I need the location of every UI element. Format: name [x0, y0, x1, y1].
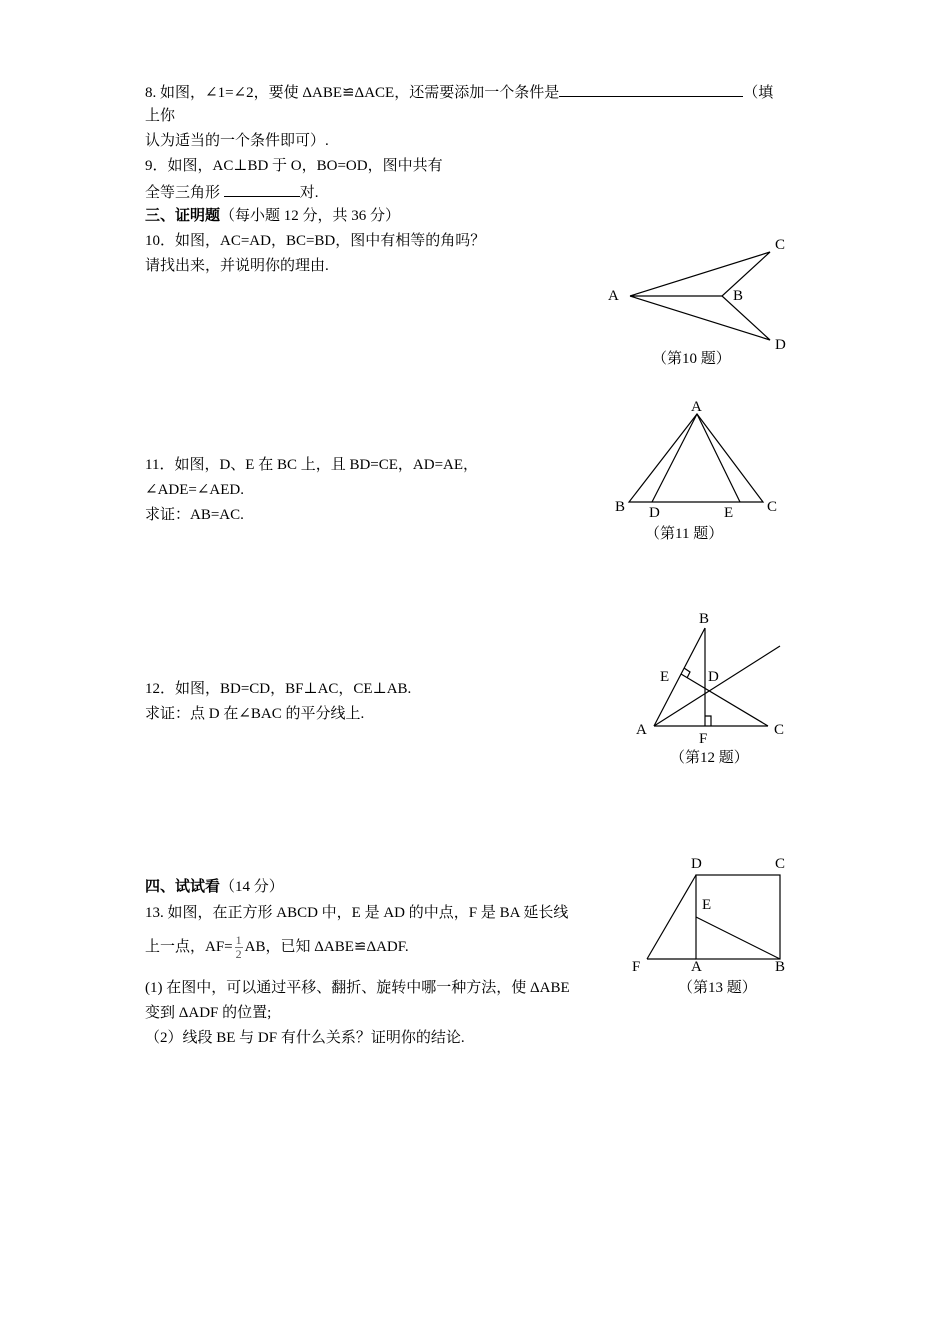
q11-label-e: E [724, 505, 734, 521]
q9-text-suffix: 对. [299, 185, 319, 201]
q11-triangle-abc [629, 414, 763, 502]
q13-label-a: A [691, 959, 702, 975]
q11-label-d: D [649, 505, 660, 521]
q12-angle-bisector [654, 646, 780, 726]
section3-heading [145, 206, 400, 226]
q13-line1: 13. 如图，在正方形 ABCD 中，E 是 AD 的中点，F 是 BA 延长线 [145, 905, 569, 921]
q8-text-suffix: （填 [743, 85, 774, 101]
q13-segment-eb [696, 917, 780, 959]
q13-label-d: D [691, 856, 702, 872]
q8-line1 [145, 81, 773, 103]
q13-segment-fd [647, 875, 696, 959]
q13-part2: （2）线段 BE 与 DF 有什么关系？证明你的结论. [145, 1030, 465, 1046]
q13-label-c: C [775, 856, 786, 872]
q10-line2: 请找出来，并说明你的理由. [145, 258, 329, 274]
q11-caption: （第11 题） [645, 526, 724, 542]
q11-label-a: A [691, 399, 702, 415]
q11-line2: ∠ADE=∠AED. [145, 482, 245, 498]
q12-label-e: E [660, 669, 670, 685]
q12-label-d: D [708, 669, 719, 685]
q13-label-e: E [702, 897, 712, 913]
q11-segment-ae [697, 414, 740, 502]
q8-line2: 上你 [145, 108, 176, 124]
q13-fraction-numerator: 1 [235, 933, 242, 948]
q10-figure [600, 232, 800, 354]
q9-answer-blank[interactable] [224, 181, 300, 197]
q10-label-a: A [608, 288, 619, 304]
q11-line3: 求证：AB=AC. [145, 507, 244, 523]
q13-text: 上一点，AF= [145, 939, 233, 955]
q8-answer-blank[interactable] [559, 81, 743, 97]
q13-label-b: B [775, 959, 786, 975]
section4-note: （14 分） [220, 879, 284, 895]
q10-label-c: C [775, 237, 786, 253]
q13-text-suffix: AB，已知 ΔABE≌ΔADF. [244, 939, 409, 955]
q10-label-d: D [775, 337, 786, 353]
q9-line2 [145, 181, 319, 203]
q11-line1: 11．如图，D、E 在 BC 上，且 BD=CE，AD=AE， [145, 457, 479, 473]
q10-label-b: B [733, 288, 744, 304]
section3-note: （每小题 12 分，共 36 分） [220, 208, 401, 224]
q13-square-abcd [696, 875, 780, 959]
q12-label-b: B [699, 611, 710, 627]
q12-line2: 求证：点 D 在∠BAC 的平分线上. [145, 706, 365, 722]
q8-text: 8. 如图，∠1=∠2，要使 ΔABE≌ΔACE，还需要添加一个条件是 [145, 85, 560, 101]
q13-figure [625, 850, 795, 980]
q12-line1: 12．如图，BD=CD，BF⊥AC，CE⊥AB. [145, 681, 412, 697]
q9-line1: 9．如图，AC⊥BD 于 O，BO=OD，图中共有 [145, 158, 443, 174]
q13-fraction [235, 934, 243, 961]
q11-figure [610, 396, 790, 521]
q12-label-f: F [699, 731, 708, 747]
q12-label-c: C [774, 722, 785, 738]
q11-segment-ad [652, 414, 697, 502]
q13-part1-line2: 变到 ΔADF 的位置; [145, 1005, 272, 1021]
q11-label-b: B [615, 499, 626, 515]
q13-part1-line1: (1) 在图中，可以通过平移、翻折、旋转中哪一种方法，使 ΔABE [145, 980, 570, 996]
q13-label-f: F [632, 959, 641, 975]
q13-caption: （第13 题） [678, 980, 757, 996]
q12-figure [630, 608, 790, 746]
q12-caption: （第12 题） [670, 750, 749, 766]
q9-text: 全等三角形 [145, 185, 221, 201]
q12-right-angle-f [705, 716, 711, 726]
q10-caption: （第10 题） [652, 351, 731, 367]
q10-line1: 10．如图，AC=AD，BC=BD，图中有相等的角吗？ [145, 233, 486, 249]
section4-title: 四、试试看 [145, 879, 221, 895]
q12-label-a: A [636, 722, 647, 738]
q8-line3: 认为适当的一个条件即可）. [145, 133, 329, 149]
q11-label-c: C [767, 499, 778, 515]
section3-title: 三、证明题 [145, 208, 221, 224]
q13-line2 [145, 930, 409, 964]
q13-fraction-denominator: 2 [235, 947, 242, 962]
section4-heading [145, 877, 284, 897]
